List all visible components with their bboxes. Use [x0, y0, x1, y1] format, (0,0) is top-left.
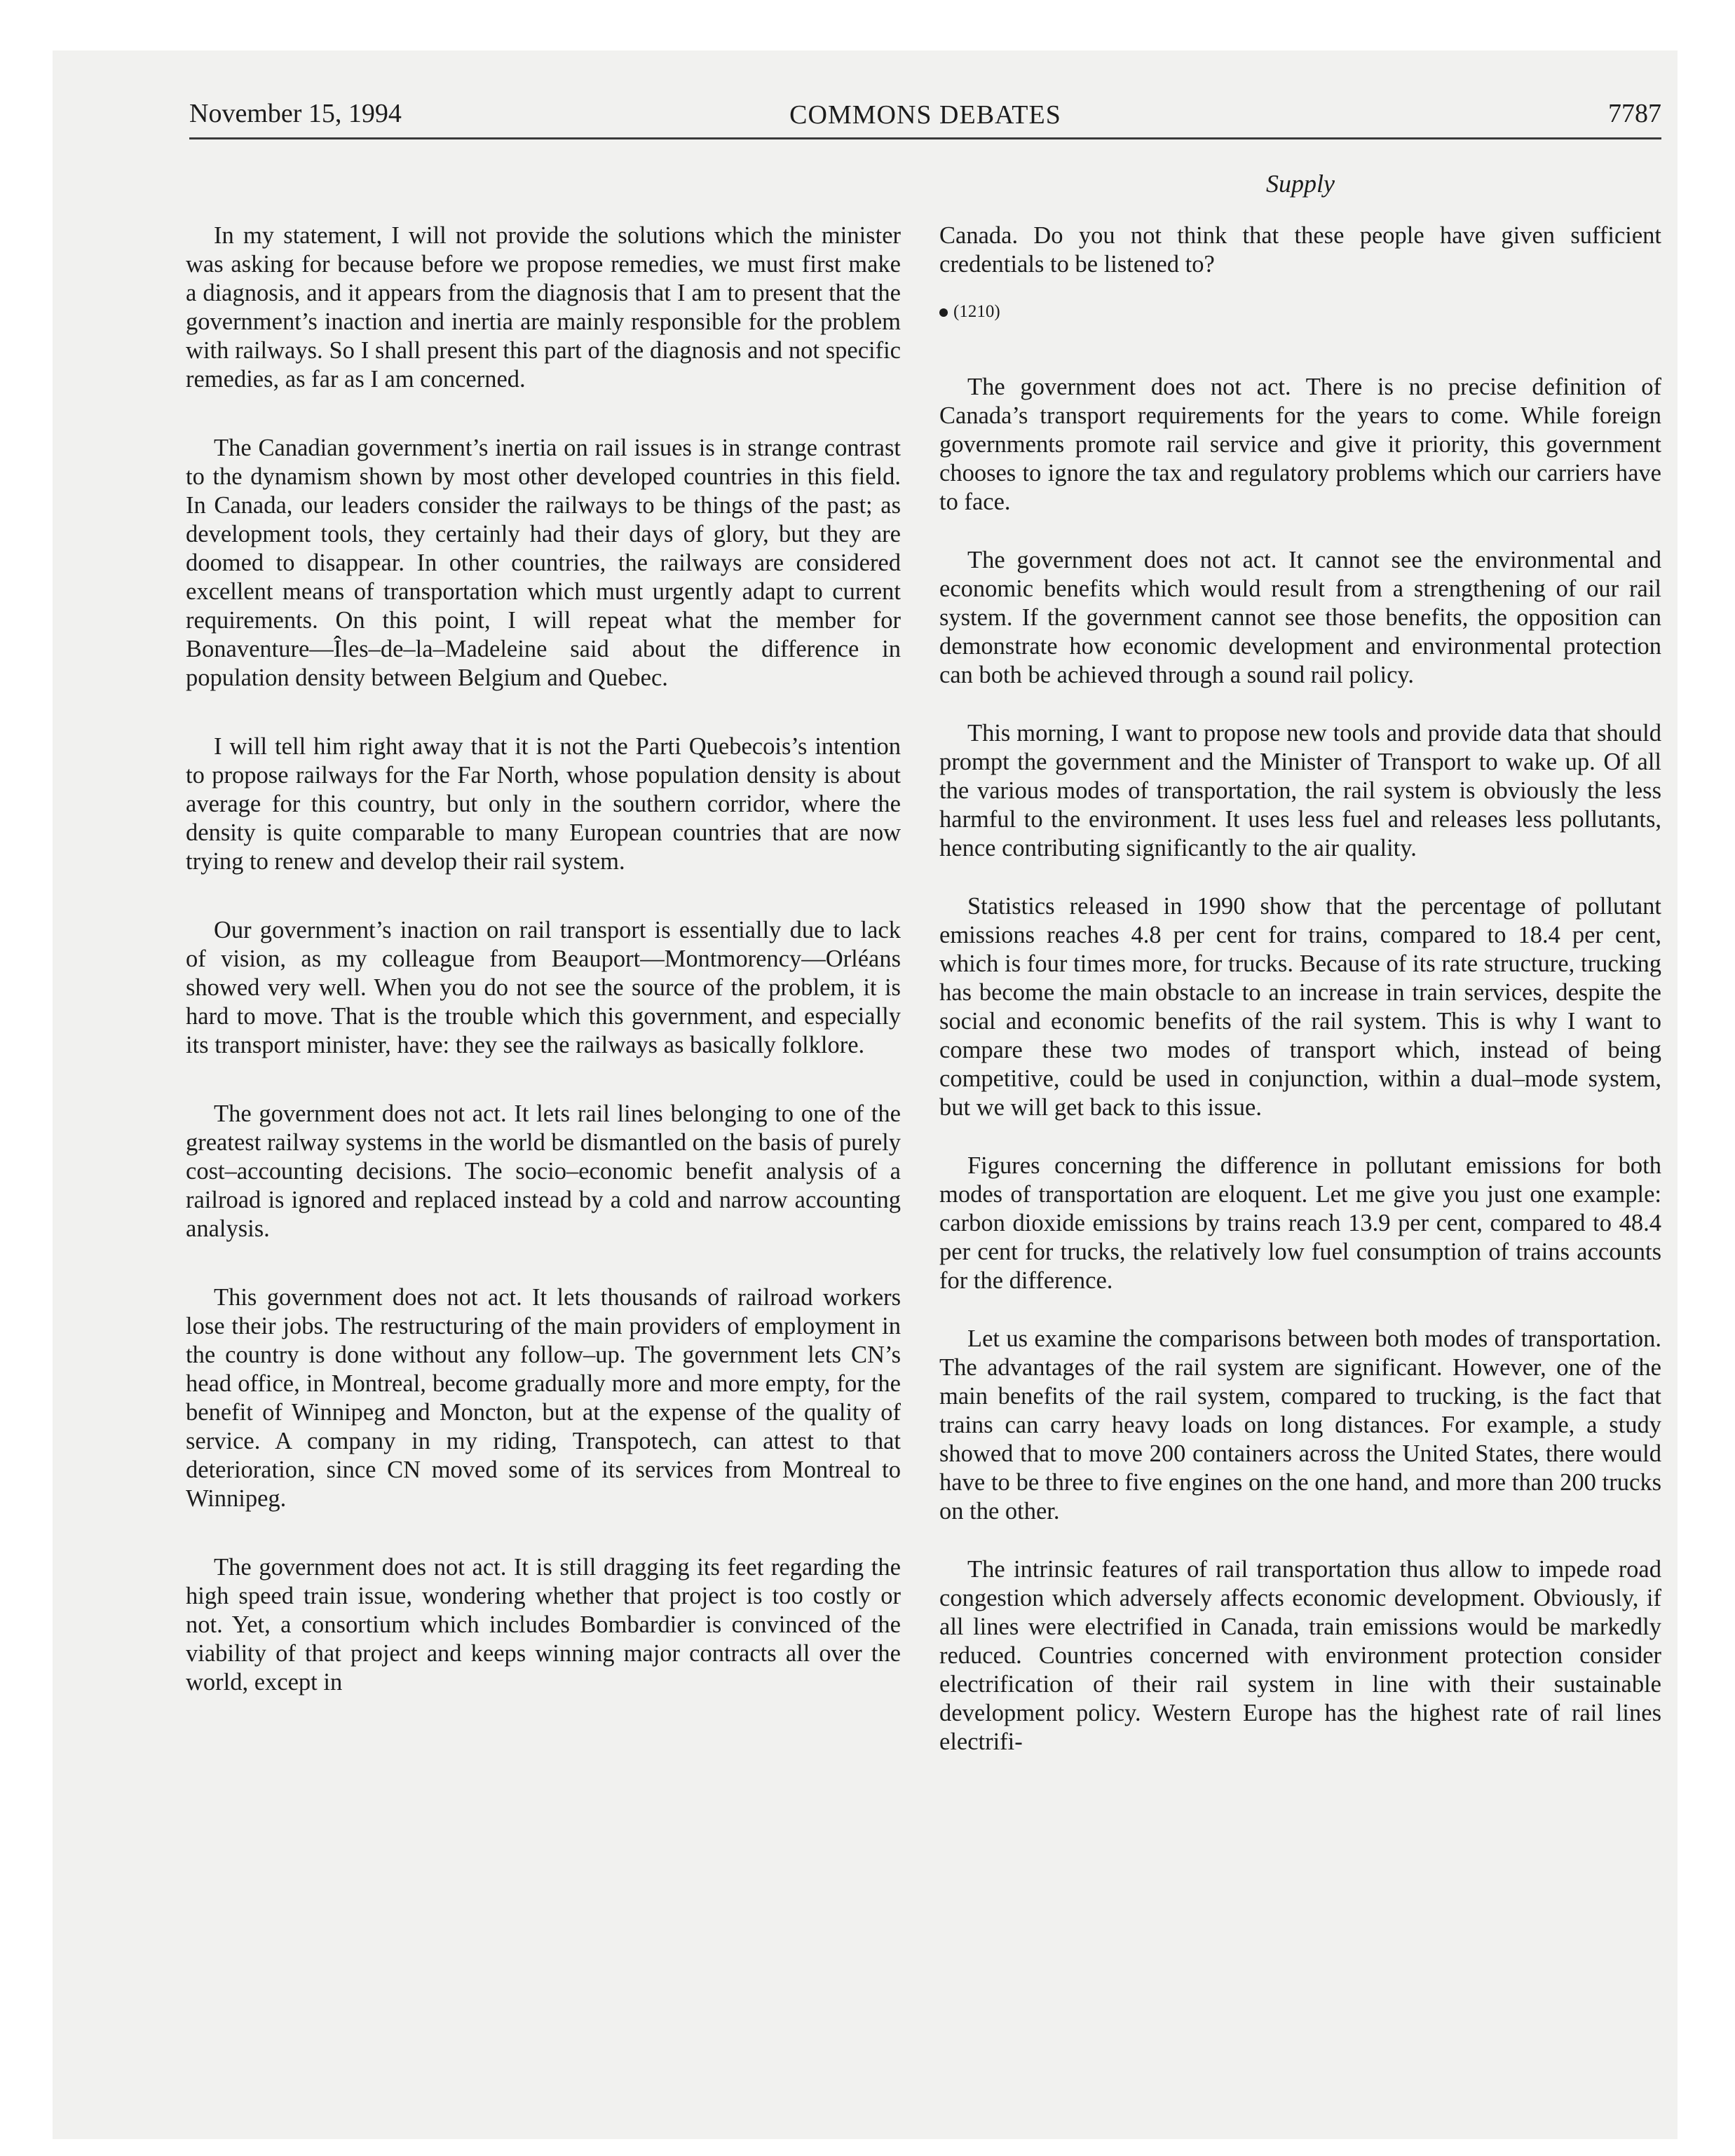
paragraph: Figures concerning the difference in pollutant emissions for both modes of transportation are eloquent. Let me give you just one example: carbon dioxide emissions by trains reach 13.9 per cent, compared to 48.4 per cent for trucks, the relatively low fuel consumption of trains accounts for the difference.	[939, 1152, 1661, 1294]
timestamp-text: (1210)	[953, 302, 1000, 321]
paragraph: I will tell him right away that it is not the Parti Quebecois’s intention to propose railways for the Far North, whose population density is about average for this country, but only in the southern corridor, where the density is quite comparable to many European countries that are now trying to renew and develop their rail system.	[186, 733, 901, 875]
paragraph: Our government’s inaction on rail transport is essentially due to lack of vision, as my colleague from Beauport—Montmorency—Orléans showed very well. When you do not see the source of the problem, it is hard to move. That is the trouble which this government, and especially its transport minister, have: they see the railways as basically folklore.	[186, 917, 901, 1058]
header-title: COMMONS DEBATES	[789, 100, 1061, 130]
header-date: November 15, 1994	[189, 99, 402, 128]
paragraph: In my statement, I will not provide the solutions which the minister was asking for because before we propose remedies, we must first make a diagnosis, and it appears from the diagnosis that I am to present that the government’s inaction and inertia are mainly responsible for the problem with railways. So I shall present this part of the diagnosis and not specific remedies, as far as I am concerned.	[186, 222, 901, 393]
paragraph: The government does not act. There is no precise definition of Canada’s transport requirements for the years to come. While foreign governments promote rail service and give it priority, this government chooses to ignore the tax and regulatory problems which our carriers have to face.	[939, 374, 1661, 515]
right-column	[939, 221, 1661, 1786]
paragraph: This morning, I want to propose new tools and provide data that should prompt the government and the Minister of Transport to wake up. Of all the various modes of transportation, the rail system is obviously the less harmful to the environment. It uses less fuel and releases less pollutants, hence contributing significantly to the air quality.	[939, 720, 1661, 861]
continuation-paragraph: Canada. Do you not think that these people have given sufficient credentials to be listened to?	[939, 222, 1661, 278]
bullet-icon	[939, 308, 948, 317]
paragraph: The intrinsic features of rail transportation thus allow to impede road congestion which adversely affects economic development. Obviously, if all lines were electrified in Canada, train emissions would be markedly reduced. Countries concerned with environment protection consider electrification of their rail system in line with their sustainable development policy. Western Europe has the highest rate of rail lines electrifi-	[939, 1556, 1661, 1755]
paragraph: This government does not act. It lets thousands of railroad workers lose their jobs. The restructuring of the main providers of employment in the country is done without any follow–up. The government lets CN’s head office, in Montreal, become gradually more and more empty, for the benefit of Winnipeg and Moncton, but at the expense of the quality of service. A company in my riding, Transpotech, can attest to that deterioration, since CN moved some of its services from Montreal to Winnipeg.	[186, 1284, 901, 1512]
header-rule	[189, 137, 1661, 139]
timestamp	[939, 301, 1661, 322]
paragraph: The government does not act. It lets rail lines belonging to one of the greatest railway systems in the world be dismantled on the basis of purely cost–accounting decisions. The socio–economic benefit analysis of a railroad is ignored and replaced instead by a cold and narrow accounting analysis.	[186, 1100, 901, 1242]
page-number: 7787	[1608, 99, 1661, 128]
section-label: Supply	[1266, 170, 1335, 198]
paragraph: The government does not act. It cannot see the environmental and economic benefits which would result from a strengthening of our rail system. If the government cannot see those benefits, the opposition can demonstrate how economic development and environmental protection can both be achieved through a sound rail policy.	[939, 547, 1661, 688]
left-column	[186, 221, 901, 1737]
paragraph: The Canadian government’s inertia on rail issues is in strange contrast to the dynamism shown by most other developed countries in this field. In Canada, our leaders consider the railways to be things of the past; as development tools, they certainly had their days of glory, but they are doomed to disappear. In other countries, the railways are considered excellent means of transportation which must urgently adapt to current requirements. On this point, I will repeat what the member for Bonaventure—Îles–de–la–Madeleine said about the difference in population density between Belgium and Quebec.	[186, 435, 901, 691]
paragraph: The government does not act. It is still dragging its feet regarding the high speed train issue, wondering whether that project is too costly or not. Yet, a consortium which includes Bombardier is convinced of the viability of that project and keeps winning major contracts all over the world, except in	[186, 1554, 901, 1696]
page-header	[189, 97, 1661, 139]
paragraph: Statistics released in 1990 show that the percentage of pollutant emissions reaches 4.8 per cent for trains, compared to 18.4 per cent, which is four times more, for trucks. Because of its rate structure, trucking has become the main obstacle to an increase in train services, despite the social and economic benefits of the rail system. This is why I want to compare these two modes of transport which, instead of being competitive, could be used in conjunction, within a dual–mode system, but we will get back to this issue.	[939, 893, 1661, 1121]
paragraph: Let us examine the comparisons between both modes of transportation. The advantages of the rail system are significant. However, one of the main benefits of the rail system, compared to trucking, is the fact that trains can carry heavy loads on long distances. For example, a study showed that to move 200 containers across the United States, there would have to be three to five engines on the one hand, and more than 200 trucks on the other.	[939, 1325, 1661, 1524]
